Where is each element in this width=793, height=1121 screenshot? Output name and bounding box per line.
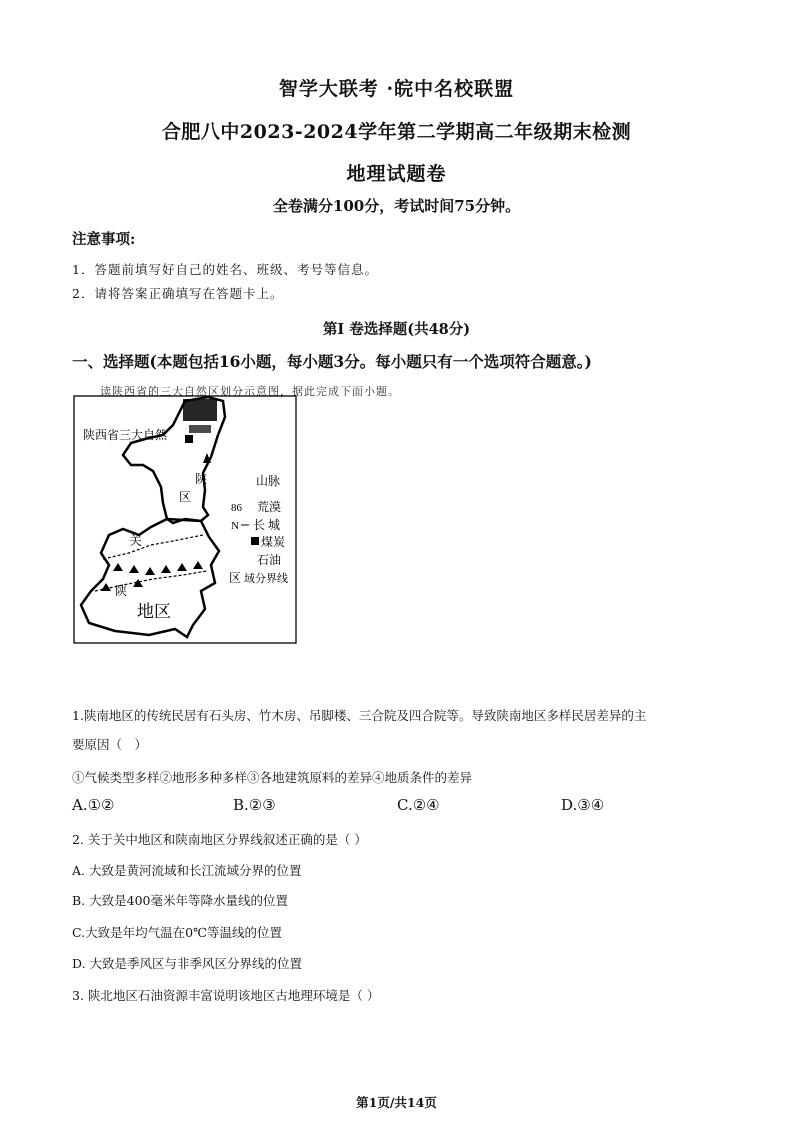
- legend-num: 86: [231, 502, 242, 514]
- legend-boundary-2: 域分界线: [244, 573, 288, 585]
- exam-info: 全卷满分100分，考试时间75分钟。: [272, 197, 521, 215]
- map-label-north-2: 区: [179, 490, 192, 504]
- q3-stem: 3. 陕北地区石油资源丰富说明该地区古地理环境是（ ）: [72, 988, 380, 1003]
- legend-coal: 煤炭: [261, 535, 286, 549]
- section-title: 第I 卷选择题(共48分): [322, 321, 471, 338]
- shaanxi-map: [73, 395, 298, 645]
- map-intro: 读陕西省的三大自然区划分示意图，据此完成下面小题。: [100, 385, 400, 398]
- q1-option-a[interactable]: A.①②: [72, 796, 115, 814]
- exam-header-line1: 智学大联考 ·皖中名校联盟: [278, 78, 515, 100]
- legend-mountain: 山脉: [256, 474, 281, 488]
- map-title: 陕西省三大自然: [83, 428, 168, 442]
- legend-desert: 荒漠: [257, 500, 282, 514]
- legend-wall: 长 城: [253, 518, 281, 532]
- map-label-middle: 关: [129, 533, 143, 548]
- q1-stem-line2: 要原因（ ）: [72, 737, 148, 752]
- q1-option-b[interactable]: B.②③: [233, 796, 276, 814]
- notice-item-1: 1．答题前填写好自己的姓名、班级、考号等信息。: [72, 262, 378, 277]
- exam-header-line2: 合肥八中2023-2024学年第二学期高二年级期末检测: [161, 121, 632, 143]
- q1-statement: ①气候类型多样②地形多种多样③各地建筑原料的差异④地质条件的差异: [72, 770, 473, 785]
- map-label-south-1: 陕: [115, 584, 128, 598]
- notice-item-2: 2．请将答案正确填写在答题卡上。: [72, 286, 284, 301]
- desert-area: [183, 399, 217, 421]
- legend-n: N: [231, 520, 239, 532]
- legend-boundary-1: 区: [229, 571, 242, 585]
- legend-oil: 石油: [257, 553, 282, 567]
- exam-title: 地理试题卷: [346, 163, 447, 185]
- q2-option-a[interactable]: A. 大致是黄河流域和长江流域分界的位置: [72, 863, 302, 878]
- q1-option-d[interactable]: D.③④: [561, 796, 605, 814]
- q2-option-d[interactable]: D. 大致是季风区与非季风区分界线的位置: [72, 956, 303, 971]
- map-label-south-2: 地区: [137, 602, 171, 621]
- notice-title: 注意事项:: [72, 231, 136, 248]
- q1-option-c[interactable]: C.②④: [397, 796, 440, 814]
- boundary-line: [103, 535, 203, 559]
- part-heading: 一、选择题(本题包括16小题，每小题3分。每小题只有一个选项符合题意。): [72, 352, 592, 371]
- q2-stem: 2. 关于关中地区和陕南地区分界线叙述正确的是（ ）: [72, 832, 367, 847]
- legend-coal-mark: [251, 537, 259, 545]
- page-footer: 第1页/共14页: [356, 1095, 437, 1110]
- coal-mark: [185, 435, 193, 443]
- q2-option-c[interactable]: C.大致是年均气温在0℃等温线的位置: [72, 925, 283, 940]
- map-label-north-1: 陕: [195, 472, 208, 486]
- q2-option-b[interactable]: B. 大致是400毫米年等降水量线的位置: [72, 893, 288, 908]
- q1-stem-line1: 1.陕南地区的传统民居有石头房、竹木房、吊脚楼、三合院及四合院等。导致陕南地区多样民居差异的主: [72, 708, 647, 723]
